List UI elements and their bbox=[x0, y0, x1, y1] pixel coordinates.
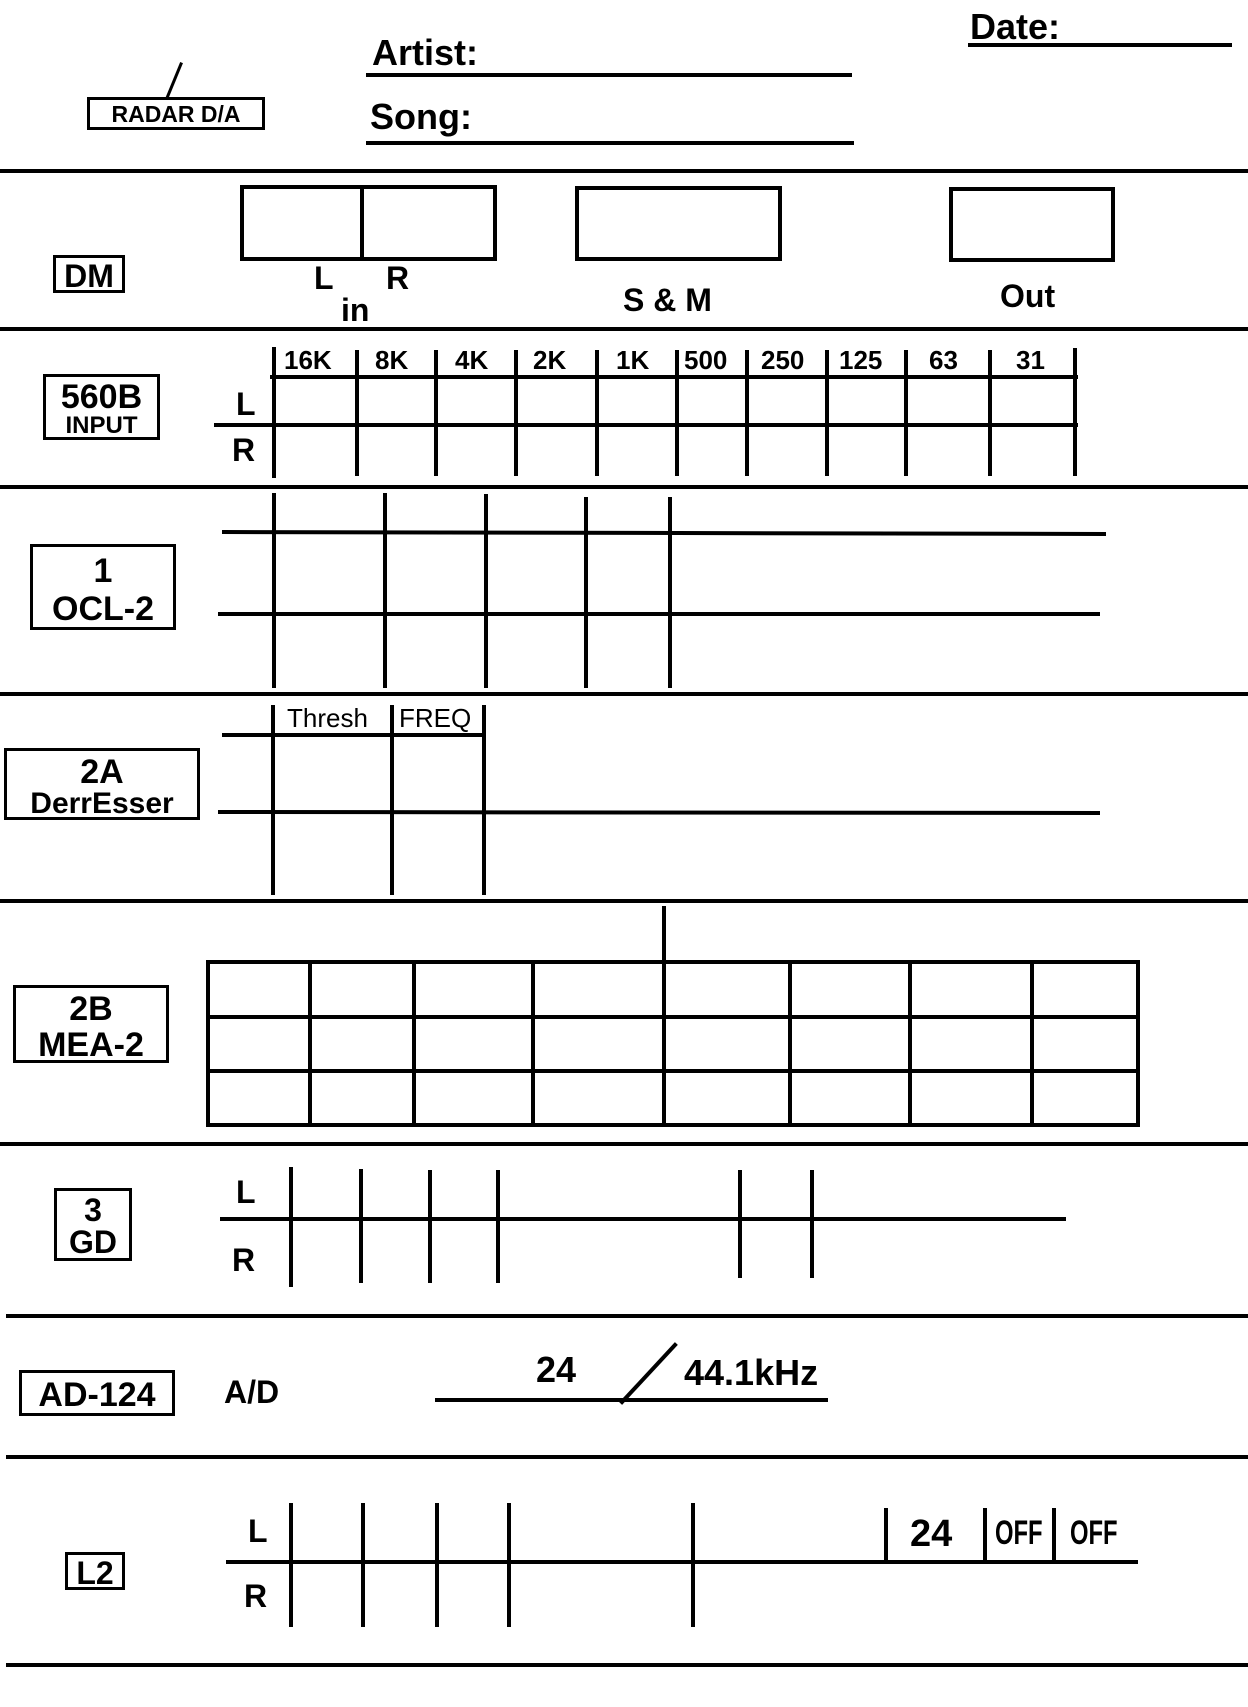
mea2-label-line1: 2B bbox=[69, 990, 113, 1028]
eq560b-label-line2: INPUT bbox=[65, 412, 138, 439]
dm-out-label: Out bbox=[1000, 278, 1056, 314]
eq-band-label: 250 bbox=[761, 345, 805, 375]
dm-sm-label: S & M bbox=[623, 282, 712, 318]
eq-band-label: 16K bbox=[284, 345, 332, 375]
deesser-label-line2: DerrEsser bbox=[30, 787, 174, 820]
mea2-label-line2: MEA-2 bbox=[38, 1026, 144, 1064]
artist-label: Artist: bbox=[372, 32, 478, 73]
dm-out-box bbox=[951, 189, 1113, 260]
l2-label bbox=[65, 1552, 125, 1590]
ad124-label bbox=[19, 1370, 175, 1416]
eq-band-label: 8K bbox=[375, 345, 409, 375]
date-label: Date: bbox=[970, 6, 1061, 47]
gd-label-line2: GD bbox=[69, 1224, 117, 1260]
mea-grid-frame bbox=[208, 962, 1138, 1125]
eq-band-label: 2K bbox=[533, 345, 567, 375]
radar-logo bbox=[87, 97, 265, 130]
eq-band-label: 31 bbox=[1016, 345, 1045, 375]
dm-label bbox=[53, 255, 125, 293]
gd-label-line1: 3 bbox=[84, 1192, 102, 1228]
deesser-col-thresh: Thresh bbox=[287, 703, 368, 733]
dm-in-box bbox=[242, 187, 495, 259]
ocl2-label-line2: OCL-2 bbox=[52, 590, 154, 628]
logo-slash bbox=[167, 64, 181, 98]
ad124-bit-depth: 24 bbox=[536, 1349, 577, 1390]
l2-channel-l: L bbox=[248, 1513, 268, 1549]
eq-band-label: 63 bbox=[929, 345, 958, 375]
eq-band-label: 125 bbox=[839, 345, 883, 375]
mea2-label bbox=[13, 985, 169, 1063]
l2-bits: 24 bbox=[910, 1513, 953, 1555]
l2-setting1: OFF bbox=[995, 1514, 1043, 1552]
radar-logo-text: RADAR D/A bbox=[111, 101, 241, 127]
eq560b-label bbox=[43, 374, 160, 440]
ad124-sample-rate: 44.1kHz bbox=[684, 1352, 819, 1393]
gd-channel-r: R bbox=[232, 1242, 256, 1278]
eq560b-channel-r: R bbox=[232, 432, 256, 468]
eq560b-channel-l: L bbox=[236, 386, 256, 422]
song-label: Song: bbox=[370, 96, 472, 137]
deesser-label bbox=[4, 748, 200, 820]
eq-band-label: 4K bbox=[455, 345, 489, 375]
ad-slash bbox=[622, 1345, 675, 1402]
deesser-hline bbox=[220, 812, 1098, 813]
ocl2-label-line1: 1 bbox=[93, 552, 113, 590]
gd-channel-l: L bbox=[236, 1174, 256, 1210]
gd-label bbox=[54, 1188, 132, 1261]
dm-in-label: in bbox=[341, 292, 370, 328]
deesser-col-freq: FREQ bbox=[399, 703, 472, 733]
l2-channel-r: R bbox=[244, 1578, 268, 1614]
ad124-mode: A/D bbox=[224, 1374, 280, 1410]
ocl2-label bbox=[30, 544, 176, 630]
dm-sm-box bbox=[577, 188, 780, 259]
l2-label-text: L2 bbox=[76, 1555, 114, 1591]
ocl-hline bbox=[224, 532, 1104, 534]
eq560b-label-line1: 560B bbox=[60, 378, 143, 416]
dm-label-text: DM bbox=[64, 258, 114, 294]
dm-in-left-label: L bbox=[314, 260, 334, 296]
eq-band-label: 500 bbox=[684, 345, 728, 375]
l2-setting2: OFF bbox=[1070, 1514, 1118, 1552]
ad124-label-text: AD-124 bbox=[38, 1376, 156, 1414]
deesser-label-line1: 2A bbox=[80, 753, 124, 791]
dm-in-right-label: R bbox=[386, 260, 410, 296]
eq-band-label: 1K bbox=[616, 345, 650, 375]
